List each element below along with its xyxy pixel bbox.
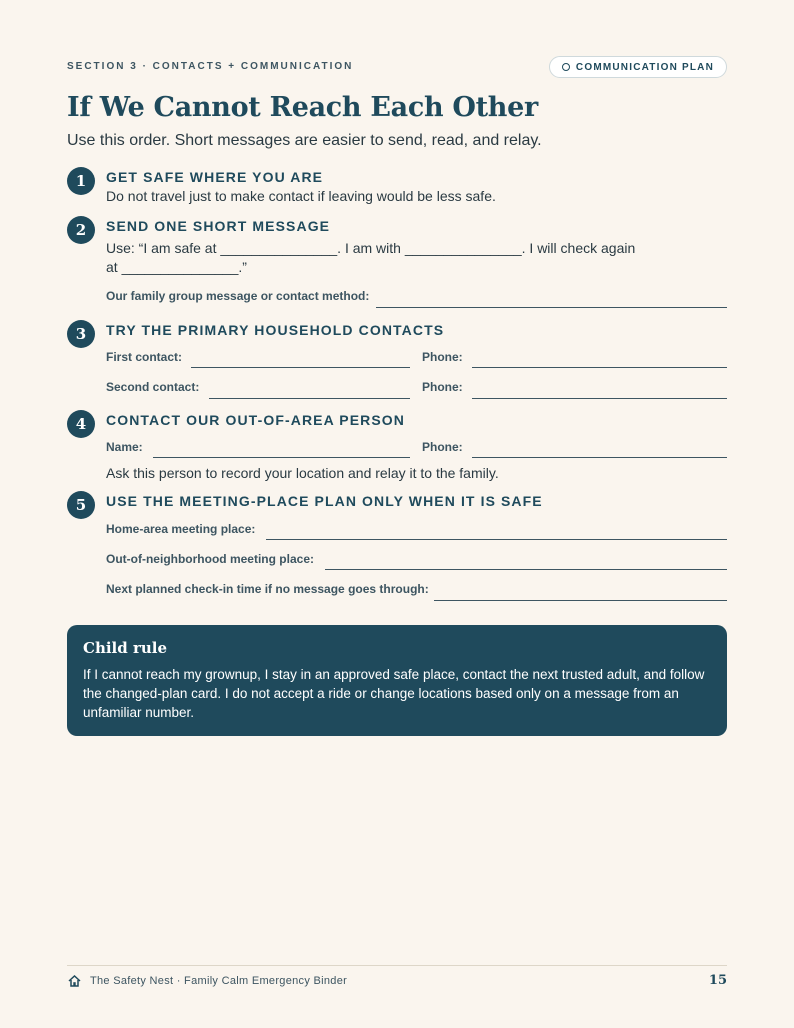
step-text: Ask this person to record your location and relay it to the family.: [106, 465, 499, 481]
first-contact-input-line[interactable]: [191, 367, 410, 368]
field-label-phone: Phone:: [422, 350, 463, 364]
circle-icon: [562, 63, 570, 71]
field-label-second-contact: Second contact:: [106, 380, 200, 394]
footer-text: The Safety Nest · Family Calm Emergency Binder: [90, 975, 348, 987]
field-label-out-of-neighborhood-place: Out-of-neighborhood meeting place:: [106, 552, 314, 566]
first-phone-input-line[interactable]: [472, 367, 727, 368]
step-number-badge: 4: [67, 410, 95, 438]
second-contact-input-line[interactable]: [209, 398, 410, 399]
field-label-first-contact: First contact:: [106, 350, 183, 364]
check-in-time-input-line[interactable]: [434, 600, 727, 601]
step-heading: GET SAFE WHERE YOU ARE: [106, 169, 324, 185]
page-title: If We Cannot Reach Each Other: [67, 92, 538, 123]
field-label-phone: Phone:: [422, 380, 463, 394]
step-text: Do not travel just to make contact if leaving would be less safe.: [106, 188, 496, 204]
step-number-badge: 1: [67, 167, 95, 195]
badge-label: COMMUNICATION PLAN: [575, 61, 714, 73]
page-header: [67, 56, 727, 78]
page-subtitle: Use this order. Short messages are easier to send, read, and relay.: [67, 132, 542, 149]
home-icon: [68, 975, 81, 987]
step-number-badge: 2: [67, 216, 95, 244]
step-number-badge: 3: [67, 320, 95, 348]
step-heading: USE THE MEETING-PLACE PLAN ONLY WHEN IT IS SAFE: [106, 493, 543, 509]
step-heading: SEND ONE SHORT MESSAGE: [106, 218, 331, 234]
child-rule-callout: [67, 625, 727, 736]
field-label-home-meeting-place: Home-area meeting place:: [106, 522, 256, 536]
group-message-input-line[interactable]: [376, 307, 727, 308]
out-of-area-phone-input-line[interactable]: [472, 457, 727, 458]
page: [67, 0, 727, 1028]
step-heading: CONTACT OUR OUT-OF-AREA PERSON: [106, 412, 405, 428]
callout-title: Child rule: [83, 639, 168, 657]
name-input-line[interactable]: [153, 457, 410, 458]
callout-body: If I cannot reach my grownup, I stay in an approved safe place, contact the next trusted adult, and follow the changed-plan card. I do not accept a ride or change locations based only on a message from an unfamiliar number.: [83, 667, 705, 720]
field-label-check-in-time: Next planned check-in time if no message goes through:: [106, 582, 429, 596]
field-label-group-message: Our family group message or contact method:: [106, 289, 370, 303]
section-label: SECTION 3 · CONTACTS + COMMUNICATION: [67, 61, 354, 72]
out-of-neighborhood-input-line[interactable]: [325, 569, 727, 570]
step-number-badge: 5: [67, 491, 95, 519]
page-footer: [67, 974, 727, 990]
field-label-phone: Phone:: [422, 440, 463, 454]
footer-divider: [67, 965, 727, 966]
home-meeting-place-input-line[interactable]: [266, 539, 727, 540]
page-number: 15: [708, 973, 727, 988]
second-phone-input-line[interactable]: [472, 398, 727, 399]
field-label-name: Name:: [106, 440, 143, 454]
message-template: Use: “I am safe at _______________. I am with _______________. I will check again at _______________.”: [106, 240, 636, 275]
step-heading: TRY THE PRIMARY HOUSEHOLD CONTACTS: [106, 322, 445, 338]
communication-plan-badge: [549, 56, 727, 78]
